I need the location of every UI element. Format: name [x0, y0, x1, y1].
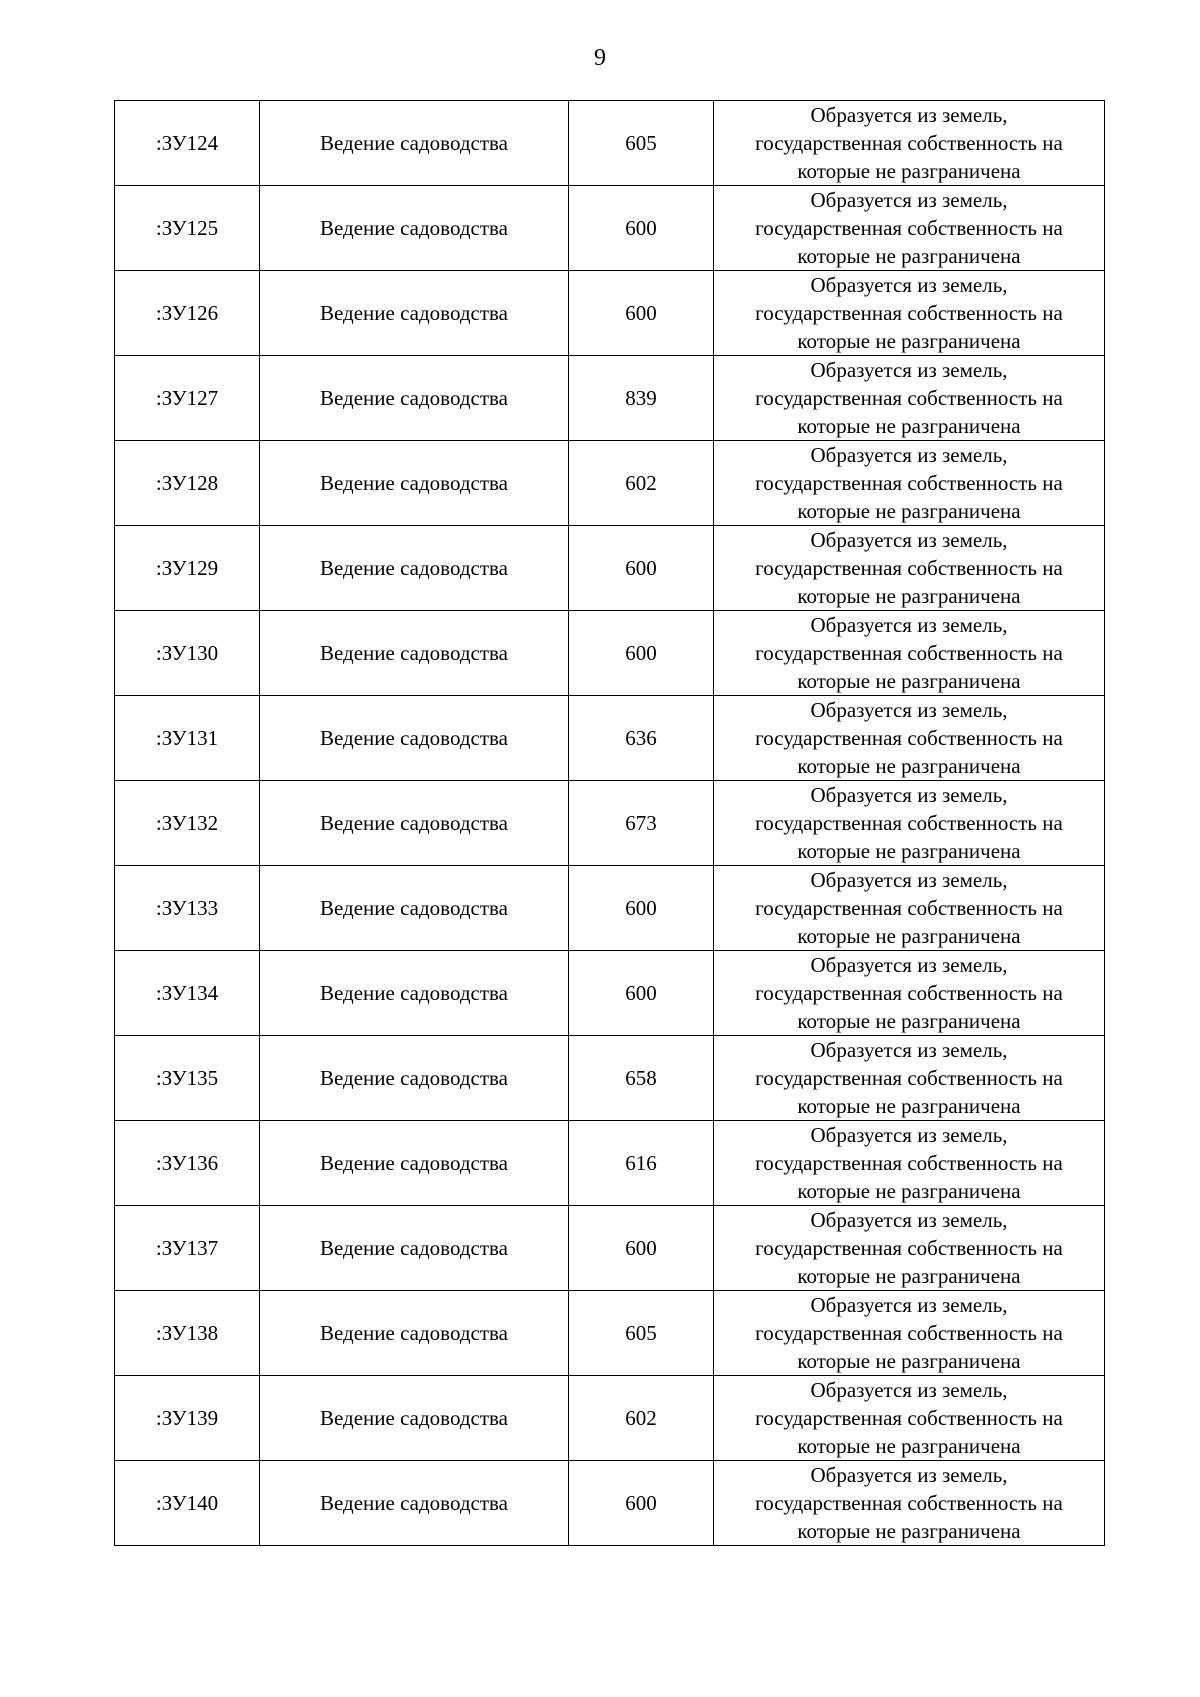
- formation-note-line: государственная собственность на: [755, 1491, 1063, 1515]
- formation-note-cell: [714, 696, 1105, 781]
- formation-note-cell: [714, 441, 1105, 526]
- plot-id-cell: :ЗУ126: [115, 271, 260, 356]
- formation-note-line: государственная собственность на: [755, 641, 1063, 665]
- formation-note-line: государственная собственность на: [755, 1236, 1063, 1260]
- formation-note-line: государственная собственность на: [755, 896, 1063, 920]
- table-row: [115, 1461, 1105, 1546]
- table-row: [115, 696, 1105, 781]
- formation-note-cell: [714, 1121, 1105, 1206]
- formation-note-line: которые не разграничена: [797, 1349, 1021, 1373]
- formation-note-line: которые не разграничена: [797, 159, 1021, 183]
- formation-note-cell: [714, 1461, 1105, 1546]
- table-row: [115, 951, 1105, 1036]
- formation-note-line: которые не разграничена: [797, 329, 1021, 353]
- formation-note-line: Образуется из земель,: [810, 1208, 1008, 1232]
- table-row: [115, 866, 1105, 951]
- formation-note-line: Образуется из земель,: [810, 528, 1008, 552]
- plot-id-cell: :ЗУ131: [115, 696, 260, 781]
- plot-id-cell: :ЗУ130: [115, 611, 260, 696]
- permitted-use-cell: Ведение садоводства: [260, 1036, 569, 1121]
- area-cell: 658: [569, 1036, 714, 1121]
- permitted-use-cell: Ведение садоводства: [260, 271, 569, 356]
- formation-note-line: Образуется из земель,: [810, 953, 1008, 977]
- formation-note-cell: [714, 1376, 1105, 1461]
- formation-note-cell: [714, 101, 1105, 186]
- formation-note-cell: [714, 1206, 1105, 1291]
- formation-note-line: которые не разграничена: [797, 584, 1021, 608]
- formation-note-cell: [714, 866, 1105, 951]
- area-cell: 600: [569, 611, 714, 696]
- formation-note-cell: [714, 271, 1105, 356]
- plot-id-cell: :ЗУ138: [115, 1291, 260, 1376]
- area-cell: 605: [569, 101, 714, 186]
- formation-note-cell: [714, 1036, 1105, 1121]
- formation-note-line: которые не разграничена: [797, 924, 1021, 948]
- formation-note-line: Образуется из земель,: [810, 1293, 1008, 1317]
- formation-note-cell: [714, 951, 1105, 1036]
- formation-note-line: Образуется из земель,: [810, 273, 1008, 297]
- permitted-use-cell: Ведение садоводства: [260, 1121, 569, 1206]
- table-row: [115, 271, 1105, 356]
- formation-note-line: государственная собственность на: [755, 981, 1063, 1005]
- formation-note-line: Образуется из земель,: [810, 783, 1008, 807]
- formation-note-cell: [714, 1291, 1105, 1376]
- formation-note-line: государственная собственность на: [755, 1066, 1063, 1090]
- table-row: [115, 611, 1105, 696]
- formation-note-line: государственная собственность на: [755, 556, 1063, 580]
- formation-note-line: которые не разграничена: [797, 754, 1021, 778]
- table-row: [115, 1036, 1105, 1121]
- permitted-use-cell: Ведение садоводства: [260, 1206, 569, 1291]
- area-cell: 600: [569, 866, 714, 951]
- area-cell: 673: [569, 781, 714, 866]
- formation-note-line: Образуется из земель,: [810, 1463, 1008, 1487]
- land-plots-table-body: [115, 101, 1105, 1546]
- table-row: [115, 101, 1105, 186]
- area-cell: 616: [569, 1121, 714, 1206]
- formation-note-cell: [714, 611, 1105, 696]
- formation-note-line: государственная собственность на: [755, 1406, 1063, 1430]
- formation-note-line: Образуется из земель,: [810, 1038, 1008, 1062]
- plot-id-cell: :ЗУ132: [115, 781, 260, 866]
- permitted-use-cell: Ведение садоводства: [260, 696, 569, 781]
- formation-note-line: государственная собственность на: [755, 386, 1063, 410]
- area-cell: 600: [569, 186, 714, 271]
- area-cell: 602: [569, 441, 714, 526]
- plot-id-cell: :ЗУ135: [115, 1036, 260, 1121]
- area-cell: 602: [569, 1376, 714, 1461]
- formation-note-line: Образуется из земель,: [810, 868, 1008, 892]
- formation-note-line: которые не разграничена: [797, 1434, 1021, 1458]
- plot-id-cell: :ЗУ140: [115, 1461, 260, 1546]
- plot-id-cell: :ЗУ124: [115, 101, 260, 186]
- area-cell: 605: [569, 1291, 714, 1376]
- area-cell: 600: [569, 271, 714, 356]
- plot-id-cell: :ЗУ125: [115, 186, 260, 271]
- area-cell: 839: [569, 356, 714, 441]
- table-row: [115, 526, 1105, 611]
- formation-note-cell: [714, 526, 1105, 611]
- permitted-use-cell: Ведение садоводства: [260, 866, 569, 951]
- formation-note-line: государственная собственность на: [755, 471, 1063, 495]
- formation-note-line: государственная собственность на: [755, 726, 1063, 750]
- formation-note-line: которые не разграничена: [797, 1264, 1021, 1288]
- formation-note-line: которые не разграничена: [797, 1094, 1021, 1118]
- plot-id-cell: :ЗУ139: [115, 1376, 260, 1461]
- formation-note-line: Образуется из земель,: [810, 103, 1008, 127]
- formation-note-line: которые не разграничена: [797, 499, 1021, 523]
- plot-id-cell: :ЗУ129: [115, 526, 260, 611]
- formation-note-line: которые не разграничена: [797, 1009, 1021, 1033]
- table-row: [115, 1206, 1105, 1291]
- formation-note-line: Образуется из земель,: [810, 358, 1008, 382]
- permitted-use-cell: Ведение садоводства: [260, 186, 569, 271]
- table-row: [115, 781, 1105, 866]
- permitted-use-cell: Ведение садоводства: [260, 1291, 569, 1376]
- formation-note-line: государственная собственность на: [755, 1321, 1063, 1345]
- permitted-use-cell: Ведение садоводства: [260, 1376, 569, 1461]
- formation-note-cell: [714, 781, 1105, 866]
- table-row: [115, 441, 1105, 526]
- formation-note-line: Образуется из земель,: [810, 1123, 1008, 1147]
- table-row: [115, 1291, 1105, 1376]
- plot-id-cell: :ЗУ133: [115, 866, 260, 951]
- plot-id-cell: :ЗУ128: [115, 441, 260, 526]
- formation-note-cell: [714, 356, 1105, 441]
- formation-note-cell: [714, 186, 1105, 271]
- area-cell: 600: [569, 526, 714, 611]
- formation-note-line: государственная собственность на: [755, 811, 1063, 835]
- formation-note-line: которые не разграничена: [797, 839, 1021, 863]
- permitted-use-cell: Ведение садоводства: [260, 441, 569, 526]
- formation-note-line: Образуется из земель,: [810, 698, 1008, 722]
- permitted-use-cell: Ведение садоводства: [260, 611, 569, 696]
- formation-note-line: которые не разграничена: [797, 244, 1021, 268]
- plot-id-cell: :ЗУ137: [115, 1206, 260, 1291]
- area-cell: 600: [569, 1461, 714, 1546]
- plot-id-cell: :ЗУ136: [115, 1121, 260, 1206]
- formation-note-line: которые не разграничена: [797, 1179, 1021, 1203]
- permitted-use-cell: Ведение садоводства: [260, 356, 569, 441]
- formation-note-line: государственная собственность на: [755, 131, 1063, 155]
- table-row: [115, 356, 1105, 441]
- formation-note-line: государственная собственность на: [755, 301, 1063, 325]
- formation-note-line: которые не разграничена: [797, 1519, 1021, 1543]
- formation-note-line: Образуется из земель,: [810, 1378, 1008, 1402]
- area-cell: 600: [569, 1206, 714, 1291]
- plot-id-cell: :ЗУ134: [115, 951, 260, 1036]
- table-row: [115, 186, 1105, 271]
- permitted-use-cell: Ведение садоводства: [260, 1461, 569, 1546]
- formation-note-line: которые не разграничена: [797, 414, 1021, 438]
- permitted-use-cell: Ведение садоводства: [260, 951, 569, 1036]
- land-plots-table: [114, 100, 1105, 1546]
- formation-note-line: государственная собственность на: [755, 216, 1063, 240]
- area-cell: 600: [569, 951, 714, 1036]
- permitted-use-cell: Ведение садоводства: [260, 526, 569, 611]
- formation-note-line: Образуется из земель,: [810, 443, 1008, 467]
- formation-note-line: государственная собственность на: [755, 1151, 1063, 1175]
- permitted-use-cell: Ведение садоводства: [260, 781, 569, 866]
- page-number: 9: [594, 45, 606, 71]
- table-row: [115, 1121, 1105, 1206]
- permitted-use-cell: Ведение садоводства: [260, 101, 569, 186]
- plot-id-cell: :ЗУ127: [115, 356, 260, 441]
- formation-note-line: Образуется из земель,: [810, 188, 1008, 212]
- table-row: [115, 1376, 1105, 1461]
- formation-note-line: которые не разграничена: [797, 669, 1021, 693]
- formation-note-line: Образуется из земель,: [810, 613, 1008, 637]
- area-cell: 636: [569, 696, 714, 781]
